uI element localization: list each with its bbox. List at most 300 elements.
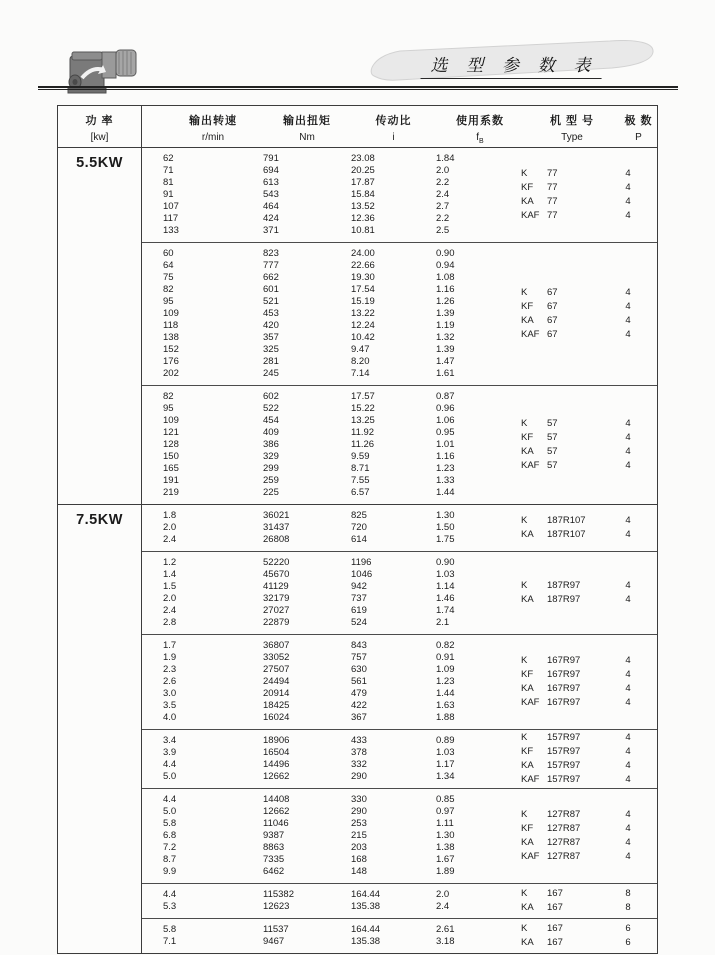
speed-value: 7.1 <box>163 936 177 947</box>
factor-value: 1.39 <box>436 308 455 319</box>
speed-value: 82 <box>163 284 174 295</box>
ratio-value: 13.52 <box>351 201 375 212</box>
model-size: 127R87 <box>547 837 581 848</box>
speed-value: 7.2 <box>163 842 177 853</box>
factor-value: 2.61 <box>436 924 455 935</box>
model-prefix: KAF <box>521 210 540 221</box>
data-block <box>142 883 657 918</box>
model-prefix: KA <box>521 902 534 913</box>
factor-value: 1.88 <box>436 712 455 723</box>
torque-value: 543 <box>263 189 279 200</box>
data-block <box>142 729 657 788</box>
pole-count: 4 <box>625 329 631 340</box>
model-size: 57 <box>547 432 558 443</box>
ratio-value: 942 <box>351 581 367 592</box>
type-list <box>521 640 637 724</box>
torque-value: 12662 <box>263 806 290 817</box>
speed-value: 121 <box>163 427 179 438</box>
header-power: 功 率 [kw] <box>58 106 142 147</box>
factor-value: 1.26 <box>436 296 455 307</box>
torque-value: 453 <box>263 308 279 319</box>
pole-count: 4 <box>625 315 631 326</box>
factor-value: 1.67 <box>436 854 455 865</box>
speed-value: 71 <box>163 165 174 176</box>
pole-count: 4 <box>625 446 631 457</box>
ratio-value: 825 <box>351 510 367 521</box>
factor-value: 2.5 <box>436 225 450 236</box>
model-code <box>521 808 619 822</box>
pole-count: 4 <box>625 418 631 429</box>
pole-count: 4 <box>625 210 631 221</box>
model-code <box>521 696 619 710</box>
ratio-value: 378 <box>351 747 367 758</box>
model-prefix: K <box>521 888 528 899</box>
ratio-value: 135.38 <box>351 901 381 912</box>
model-size: 57 <box>547 418 558 429</box>
ratio-value: 12.24 <box>351 320 375 331</box>
ratio-value: 13.22 <box>351 308 375 319</box>
factor-value: 2.4 <box>436 901 450 912</box>
ratio-value: 203 <box>351 842 367 853</box>
factor-value: 1.46 <box>436 593 455 604</box>
factor-value: 0.90 <box>436 557 455 568</box>
ratio-value: 6.57 <box>351 487 370 498</box>
pole-count: 4 <box>625 655 631 666</box>
model-code <box>521 417 619 431</box>
model-code <box>521 314 619 328</box>
pole-count: 4 <box>625 697 631 708</box>
model-size: 167R97 <box>547 669 581 680</box>
ratio-value: 24.00 <box>351 248 375 259</box>
table-header <box>58 106 657 148</box>
ratio-value: 148 <box>351 866 367 877</box>
type-row <box>521 286 637 300</box>
torque-value: 386 <box>263 439 279 450</box>
type-row <box>521 668 637 682</box>
model-prefix: K <box>521 732 528 743</box>
ratio-value: 433 <box>351 735 367 746</box>
model-size: 67 <box>547 315 558 326</box>
factor-value: 0.82 <box>436 640 455 651</box>
torque-value: 36021 <box>263 510 290 521</box>
type-row <box>521 300 637 314</box>
speed-value: 82 <box>163 391 174 402</box>
model-prefix: KF <box>521 823 534 834</box>
model-size: 157R97 <box>547 760 581 771</box>
torque-value: 18906 <box>263 735 290 746</box>
speed-value: 152 <box>163 344 179 355</box>
model-prefix: K <box>521 418 528 429</box>
type-list <box>521 794 637 878</box>
factor-value: 1.39 <box>436 344 455 355</box>
model-size: 77 <box>547 210 558 221</box>
model-size: 167R97 <box>547 655 581 666</box>
pole-count: 4 <box>625 196 631 207</box>
speed-value: 5.8 <box>163 924 177 935</box>
ratio-value: 11.92 <box>351 427 375 438</box>
factor-value: 2.4 <box>436 189 450 200</box>
type-row <box>521 731 637 745</box>
model-size: 157R97 <box>547 746 581 757</box>
torque-value: 225 <box>263 487 279 498</box>
factor-value: 1.08 <box>436 272 455 283</box>
pole-count: 6 <box>625 937 631 948</box>
model-size: 127R87 <box>547 823 581 834</box>
ratio-value: 19.30 <box>351 272 375 283</box>
speed-value: 118 <box>163 320 179 331</box>
torque-value: 31437 <box>263 522 290 533</box>
torque-value: 521 <box>263 296 279 307</box>
speed-value: 5.0 <box>163 771 177 782</box>
ratio-value: 330 <box>351 794 367 805</box>
ratio-value: 15.19 <box>351 296 375 307</box>
type-row <box>521 696 637 710</box>
model-prefix: KA <box>521 683 534 694</box>
model-prefix: K <box>521 923 528 934</box>
model-size: 77 <box>547 182 558 193</box>
section-blocks <box>142 505 657 953</box>
ratio-value: 757 <box>351 652 367 663</box>
type-row <box>521 654 637 668</box>
model-code <box>521 181 619 195</box>
speed-value: 1.9 <box>163 652 177 663</box>
speed-value: 3.5 <box>163 700 177 711</box>
ratio-value: 7.55 <box>351 475 370 486</box>
speed-value: 2.6 <box>163 676 177 687</box>
type-row <box>521 167 637 181</box>
model-prefix: K <box>521 515 528 526</box>
type-row <box>521 850 637 864</box>
factor-value: 1.32 <box>436 332 455 343</box>
title-banner <box>366 40 656 82</box>
pole-count: 4 <box>625 460 631 471</box>
data-block <box>142 918 657 953</box>
ratio-value: 215 <box>351 830 367 841</box>
model-code <box>521 209 619 223</box>
ratio-value: 164.44 <box>351 889 381 900</box>
model-prefix: KAF <box>521 460 540 471</box>
ratio-value: 367 <box>351 712 367 723</box>
torque-value: 662 <box>263 272 279 283</box>
ratio-value: 12.36 <box>351 213 375 224</box>
model-size: 77 <box>547 196 558 207</box>
factor-value: 1.75 <box>436 534 455 545</box>
ratio-value: 290 <box>351 771 367 782</box>
power-section <box>58 148 657 504</box>
model-code <box>521 528 619 542</box>
speed-value: 8.7 <box>163 854 177 865</box>
torque-value: 602 <box>263 391 279 402</box>
ratio-value: 479 <box>351 688 367 699</box>
model-size: 67 <box>547 301 558 312</box>
ratio-value: 8.20 <box>351 356 370 367</box>
speed-value: 138 <box>163 332 179 343</box>
torque-value: 823 <box>263 248 279 259</box>
factor-value: 2.0 <box>436 165 450 176</box>
model-size: 127R87 <box>547 809 581 820</box>
torque-value: 12623 <box>263 901 290 912</box>
factor-value: 1.63 <box>436 700 455 711</box>
pole-count: 4 <box>625 746 631 757</box>
model-code <box>521 167 619 181</box>
torque-value: 16504 <box>263 747 290 758</box>
model-code <box>521 654 619 668</box>
torque-value: 7335 <box>263 854 285 865</box>
model-prefix: KA <box>521 529 534 540</box>
torque-value: 115382 <box>263 889 294 900</box>
type-row <box>521 181 637 195</box>
model-size: 57 <box>547 460 558 471</box>
torque-value: 357 <box>263 332 279 343</box>
header-data-columns <box>142 106 657 147</box>
header-torque: 输出扭矩 Nm <box>283 115 331 143</box>
torque-value: 259 <box>263 475 279 486</box>
type-list <box>521 391 637 499</box>
model-code <box>521 682 619 696</box>
torque-value: 20914 <box>263 688 290 699</box>
type-row <box>521 887 637 901</box>
factor-value: 1.50 <box>436 522 455 533</box>
type-row <box>521 195 637 209</box>
model-size: 67 <box>547 329 558 340</box>
pole-count: 8 <box>625 902 631 913</box>
torque-value: 45670 <box>263 569 290 580</box>
factor-value: 3.18 <box>436 936 455 947</box>
type-row <box>521 459 637 473</box>
speed-value: 3.4 <box>163 735 177 746</box>
type-list <box>521 248 637 380</box>
speed-value: 2.4 <box>163 534 177 545</box>
ratio-value: 13.25 <box>351 415 375 426</box>
speed-value: 128 <box>163 439 179 450</box>
factor-value: 1.84 <box>436 153 455 164</box>
ratio-value: 135.38 <box>351 936 381 947</box>
ratio-value: 630 <box>351 664 367 675</box>
model-prefix: KA <box>521 937 534 948</box>
ratio-value: 332 <box>351 759 367 770</box>
speed-value: 5.8 <box>163 818 177 829</box>
type-row <box>521 445 637 459</box>
model-code <box>521 579 619 593</box>
torque-value: 281 <box>263 356 279 367</box>
type-row <box>521 417 637 431</box>
ratio-value: 20.25 <box>351 165 375 176</box>
model-code <box>521 887 619 901</box>
pole-count: 4 <box>625 594 631 605</box>
power-section <box>58 504 657 953</box>
ratio-value: 1196 <box>351 557 372 568</box>
model-code <box>521 328 619 342</box>
header-speed: 输出转速 r/min <box>189 115 237 143</box>
model-code <box>521 745 619 759</box>
ratio-value: 8.71 <box>351 463 370 474</box>
model-code <box>521 901 619 915</box>
speed-value: 4.4 <box>163 889 177 900</box>
model-prefix: KF <box>521 432 534 443</box>
type-list <box>521 732 637 785</box>
model-size: 167 <box>547 937 563 948</box>
torque-value: 424 <box>263 213 279 224</box>
section-blocks <box>142 148 657 504</box>
model-size: 187R107 <box>547 515 586 526</box>
pole-count: 4 <box>625 515 631 526</box>
factor-value: 0.97 <box>436 806 455 817</box>
model-code <box>521 300 619 314</box>
torque-value: 26808 <box>263 534 290 545</box>
pole-count: 4 <box>625 809 631 820</box>
type-row <box>521 901 637 915</box>
ratio-value: 253 <box>351 818 367 829</box>
speed-value: 5.0 <box>163 806 177 817</box>
ratio-value: 422 <box>351 700 367 711</box>
power-rating-label: 5.5KW <box>58 148 142 504</box>
model-prefix: KAF <box>521 774 540 785</box>
speed-value: 2.8 <box>163 617 177 628</box>
factor-value: 1.38 <box>436 842 455 853</box>
factor-value: 1.11 <box>436 818 454 829</box>
pole-count: 4 <box>625 301 631 312</box>
model-size: 167R97 <box>547 683 581 694</box>
pole-count: 4 <box>625 837 631 848</box>
speed-value: 95 <box>163 296 174 307</box>
type-row <box>521 209 637 223</box>
ratio-value: 524 <box>351 617 367 628</box>
header-poles: 极 数 P <box>624 115 653 143</box>
torque-value: 41129 <box>263 581 289 592</box>
type-row <box>521 808 637 822</box>
torque-value: 14496 <box>263 759 290 770</box>
ratio-value: 720 <box>351 522 367 533</box>
speed-value: 176 <box>163 356 179 367</box>
selection-table <box>57 105 658 954</box>
speed-value: 1.8 <box>163 510 177 521</box>
pole-count: 8 <box>625 888 631 899</box>
header-divider <box>38 86 678 90</box>
speed-value: 219 <box>163 487 179 498</box>
speed-value: 64 <box>163 260 174 271</box>
pole-count: 4 <box>625 529 631 540</box>
factor-value: 0.85 <box>436 794 455 805</box>
factor-value: 0.96 <box>436 403 455 414</box>
torque-value: 32179 <box>263 593 290 604</box>
torque-value: 14408 <box>263 794 290 805</box>
type-list <box>521 153 637 237</box>
ratio-value: 23.08 <box>351 153 375 164</box>
model-code <box>521 668 619 682</box>
factor-value: 1.74 <box>436 605 455 616</box>
model-code <box>521 850 619 864</box>
ratio-value: 9.59 <box>351 451 370 462</box>
model-size: 167 <box>547 923 563 934</box>
model-prefix: KAF <box>521 697 540 708</box>
factor-value: 2.2 <box>436 213 450 224</box>
factor-value: 1.14 <box>436 581 455 592</box>
factor-value: 1.89 <box>436 866 455 877</box>
ratio-value: 15.84 <box>351 189 375 200</box>
speed-value: 109 <box>163 415 179 426</box>
model-code <box>521 459 619 473</box>
speed-value: 150 <box>163 451 179 462</box>
factor-value: 2.1 <box>436 617 450 628</box>
torque-value: 52220 <box>263 557 290 568</box>
model-code <box>521 836 619 850</box>
data-block <box>142 385 657 504</box>
ratio-value: 22.66 <box>351 260 375 271</box>
pole-count: 4 <box>625 168 631 179</box>
torque-value: 613 <box>263 177 279 188</box>
model-code <box>521 195 619 209</box>
speed-value: 107 <box>163 201 179 212</box>
model-size: 187R97 <box>547 580 581 591</box>
model-code <box>521 286 619 300</box>
type-row <box>521 431 637 445</box>
model-prefix: K <box>521 168 528 179</box>
speed-value: 1.5 <box>163 581 177 592</box>
model-code <box>521 922 619 936</box>
torque-value: 777 <box>263 260 279 271</box>
model-prefix: K <box>521 287 528 298</box>
factor-value: 0.90 <box>436 248 455 259</box>
model-prefix: KA <box>521 760 534 771</box>
ratio-value: 17.54 <box>351 284 375 295</box>
ratio-value: 561 <box>351 676 367 687</box>
speed-value: 4.4 <box>163 794 177 805</box>
type-row <box>521 593 637 607</box>
model-size: 167 <box>547 902 563 913</box>
torque-value: 299 <box>263 463 279 474</box>
speed-value: 2.4 <box>163 605 177 616</box>
speed-value: 4.0 <box>163 712 177 723</box>
speed-value: 2.0 <box>163 522 177 533</box>
type-row <box>521 328 637 342</box>
factor-value: 1.16 <box>436 284 455 295</box>
model-size: 67 <box>547 287 558 298</box>
model-prefix: KA <box>521 196 534 207</box>
ratio-value: 290 <box>351 806 367 817</box>
torque-value: 420 <box>263 320 279 331</box>
type-row <box>521 682 637 696</box>
model-size: 127R87 <box>547 851 581 862</box>
speed-value: 91 <box>163 189 174 200</box>
type-row <box>521 528 637 542</box>
model-size: 187R107 <box>547 529 586 540</box>
torque-value: 22879 <box>263 617 290 628</box>
factor-value: 1.19 <box>436 320 455 331</box>
torque-value: 33052 <box>263 652 290 663</box>
data-block <box>142 551 657 634</box>
factor-value: 0.95 <box>436 427 455 438</box>
factor-value: 1.44 <box>436 688 455 699</box>
speed-value: 109 <box>163 308 179 319</box>
type-row <box>521 773 637 787</box>
speed-value: 95 <box>163 403 174 414</box>
speed-value: 3.0 <box>163 688 177 699</box>
model-prefix: K <box>521 655 528 666</box>
model-code <box>521 731 619 745</box>
factor-value: 0.87 <box>436 391 455 402</box>
torque-value: 16024 <box>263 712 290 723</box>
model-prefix: K <box>521 809 528 820</box>
type-list <box>521 924 637 948</box>
speed-value: 1.2 <box>163 557 177 568</box>
model-size: 157R97 <box>547 774 581 785</box>
torque-value: 24494 <box>263 676 290 687</box>
model-code <box>521 822 619 836</box>
header-type: 机 型 号 Type <box>549 115 595 143</box>
ratio-value: 168 <box>351 854 367 865</box>
ratio-value: 10.81 <box>351 225 375 236</box>
model-code <box>521 593 619 607</box>
